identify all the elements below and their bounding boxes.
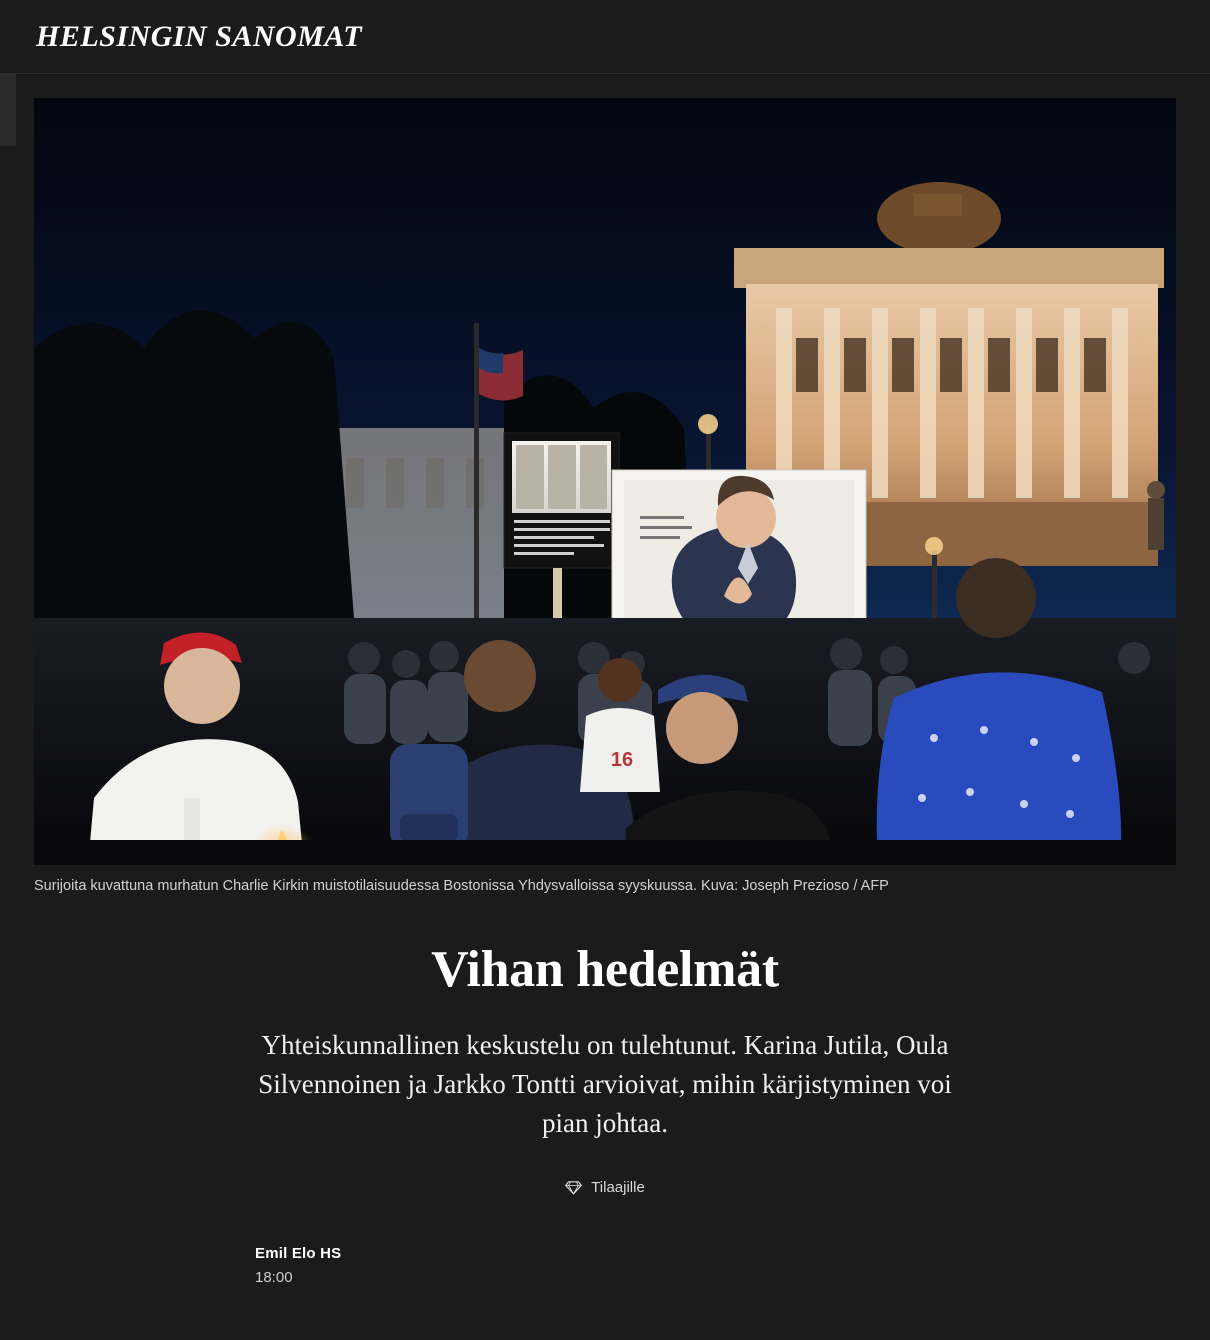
byline-time: 18:00 [255, 1269, 293, 1287]
byline [0, 1242, 1210, 1290]
diamond-icon [565, 1179, 582, 1196]
site-header [0, 0, 1210, 74]
article-standfirst: Yhteiskunnallinen keskustelu on tulehtunut. Karina Jutila, Oula Silvennoinen ja Jarkko Tontti arvioivat, mihin kärjistyminen voi pian johtaa. [258, 1029, 952, 1139]
subscriber-badge [225, 1179, 985, 1196]
article-photo [34, 98, 1176, 865]
svg-text:16: 16 [610, 749, 634, 771]
site-logo[interactable]: HELSINGIN SANOMAT [36, 19, 363, 53]
article [0, 98, 1210, 1290]
subscriber-label: Tilaajille [591, 1179, 645, 1197]
byline-author[interactable]: Emil Elo HS [255, 1245, 342, 1263]
headline-block [225, 941, 985, 1197]
photo-caption: Surijoita kuvattuna murhatun Charlie Kirkin muistotilaisuudessa Bostonissa Yhdysvalloissa syyskuussa. Kuva: Joseph Prezioso / AFP [34, 878, 889, 894]
article-figure [34, 98, 1174, 897]
page-title: Vihan hedelmät [431, 940, 779, 998]
